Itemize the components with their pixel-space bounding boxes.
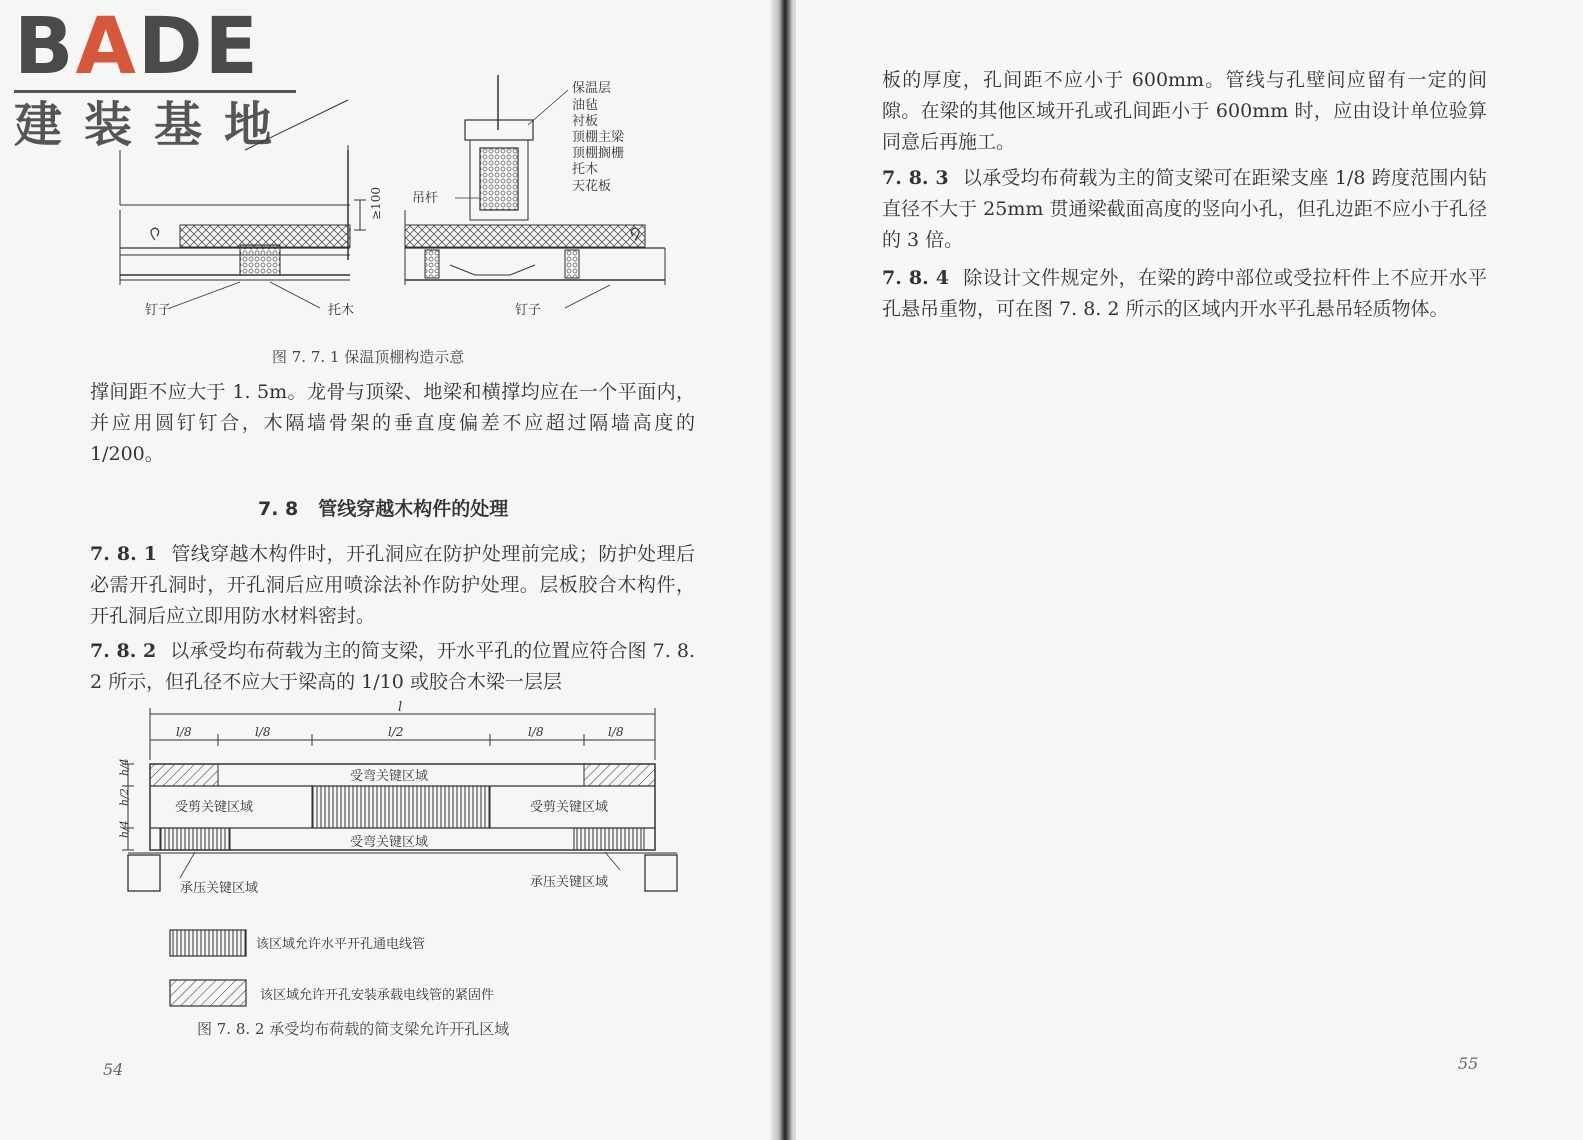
right-page (796, 0, 1583, 1140)
figure-beam-hole-zones (100, 700, 700, 1045)
zone-bearing-right: 承压关键区域 (530, 875, 609, 890)
segment-label-3: l/2 (388, 725, 404, 739)
figure-7-8-2-caption: 图 7. 8. 2 承受均布荷载的简支梁允许开孔区域 (197, 1020, 510, 1038)
paragraph-continuation-left (90, 377, 695, 470)
label-batten: 托木 (572, 162, 599, 177)
clause-text: 以承受均布荷载为主的简支梁可在距梁支座 1/8 跨度范围内钻直径不大于 25mm 贯通梁截面高度的竖向小孔，但孔边距不应小于孔径的 3 倍。 (882, 167, 1487, 251)
section-title: 管线穿越木构件的处理 (318, 498, 509, 520)
section-heading-7-8 (258, 494, 508, 521)
dim-text: ≥100 (369, 187, 383, 220)
clause-7-8-3 (882, 163, 1487, 256)
label-main-beam: 顶棚主梁 (572, 130, 625, 145)
zone-hatch-top-left (150, 764, 218, 786)
page-number-left: 54 (103, 1060, 124, 1079)
zone-vertical-bottom-left (160, 828, 230, 850)
dimension-mark (354, 187, 383, 230)
clause-number: 7. 8. 4 (882, 267, 949, 289)
label-insulation: 保温层 (572, 81, 612, 96)
zone-hatch-top-right (584, 764, 655, 786)
logo-letters-de: DE (137, 2, 260, 92)
paragraph-text: 板的厚度，孔间距不应小于 600mm。管线与孔壁间应留有一定的间隙。在梁的其他区域开孔或孔间距小于 600mm 时，应由设计单位验算同意后再施工。 (882, 69, 1487, 153)
label-ceiling: 天花板 (572, 179, 612, 194)
figure-7-7-1-caption: 图 7. 7. 1 保温顶棚构造示意 (272, 348, 465, 366)
clause-text: 除设计文件规定外，在梁的跨中部位或受拉杆件上不应开水平孔悬吊重物，可在图 7. 8. 2 所示的区域内开水平孔悬吊轻质物体。 (882, 267, 1487, 320)
section-number: 7. 8 (258, 498, 299, 520)
logo-letter-b: B (14, 2, 76, 92)
clause-number: 7. 8. 3 (882, 167, 949, 189)
left-section-drawing (120, 100, 350, 308)
logo-letter-a: A (75, 2, 138, 92)
label-batten-bottom: 托木 (328, 303, 355, 318)
zone-shear-left: 受剪关键区域 (175, 800, 254, 815)
height-mark-bottom: h/4 (118, 820, 131, 838)
support-right (645, 855, 677, 891)
clause-number: 7. 8. 2 (90, 640, 157, 662)
zone-bending-top: 受弯关键区域 (350, 769, 429, 784)
zone-vertical-bottom-right (574, 828, 644, 850)
label-felt: 油毡 (572, 98, 599, 113)
label-nail-left: 钉子 (145, 303, 172, 318)
legend-swatch-vertical (170, 930, 246, 956)
height-mark-top: h/4 (118, 758, 131, 776)
clause-text: 管线穿越木构件时，开孔洞应在防护处理前完成；防护处理后必需开孔洞时，开孔洞后应用喷涂法补作防护处理。层板胶合木构件，开孔洞后应立即用防水材料密封。 (90, 543, 695, 627)
left-page (0, 0, 780, 1140)
right-section-drawing (405, 75, 665, 308)
legend-text-vertical: 该区域允许水平开孔通电线管 (256, 937, 426, 952)
span-label: l (398, 700, 403, 715)
zone-bearing-left: 承压关键区域 (180, 881, 259, 896)
segment-label-2: l/8 (255, 725, 271, 739)
zone-bending-bottom: 受弯关键区域 (350, 835, 429, 850)
clause-7-8-4 (882, 263, 1487, 325)
clause-7-8-2 (90, 636, 695, 698)
segment-label-5: l/8 (608, 725, 624, 739)
clause-7-8-1 (90, 539, 695, 632)
zone-vertical-center (312, 786, 490, 828)
legend-text-hatch: 该区域允许开孔安装承载电线管的紧固件 (260, 988, 495, 1003)
height-mark-mid: h/2 (118, 788, 131, 806)
logo-subtitle: 建装基地 (14, 97, 295, 153)
legend-swatch-hatch (170, 980, 246, 1006)
zone-shear-right: 受剪关键区域 (530, 800, 609, 815)
paragraph-text: 撑间距不应大于 1. 5m。龙骨与顶梁、地梁和横撑均应在一个平面内，并应用圆钉钉合，木隔墙骨架的垂直度偏差不应超过隔墙高度的 1/200。 (90, 381, 695, 465)
paragraph-continuation-right (882, 65, 1487, 158)
support-left (128, 855, 160, 891)
label-hanger: 吊杆 (412, 191, 439, 206)
clause-number: 7. 8. 1 (90, 543, 157, 565)
segment-label-4: l/8 (528, 725, 544, 739)
label-joist: 顶棚搁栅 (572, 146, 625, 161)
clause-text: 以承受均布荷载为主的简支梁，开水平孔的位置应符合图 7. 8. 2 所示，但孔径不应大于梁高的 1/10 或胶合木梁一层层 (90, 640, 695, 693)
figure-ceiling-insulation (110, 70, 690, 325)
page-number-right: 55 (1458, 1054, 1479, 1073)
segment-label-1: l/8 (176, 725, 192, 739)
label-nail-right: 钉子 (515, 303, 542, 318)
label-lining: 衬板 (572, 114, 599, 129)
